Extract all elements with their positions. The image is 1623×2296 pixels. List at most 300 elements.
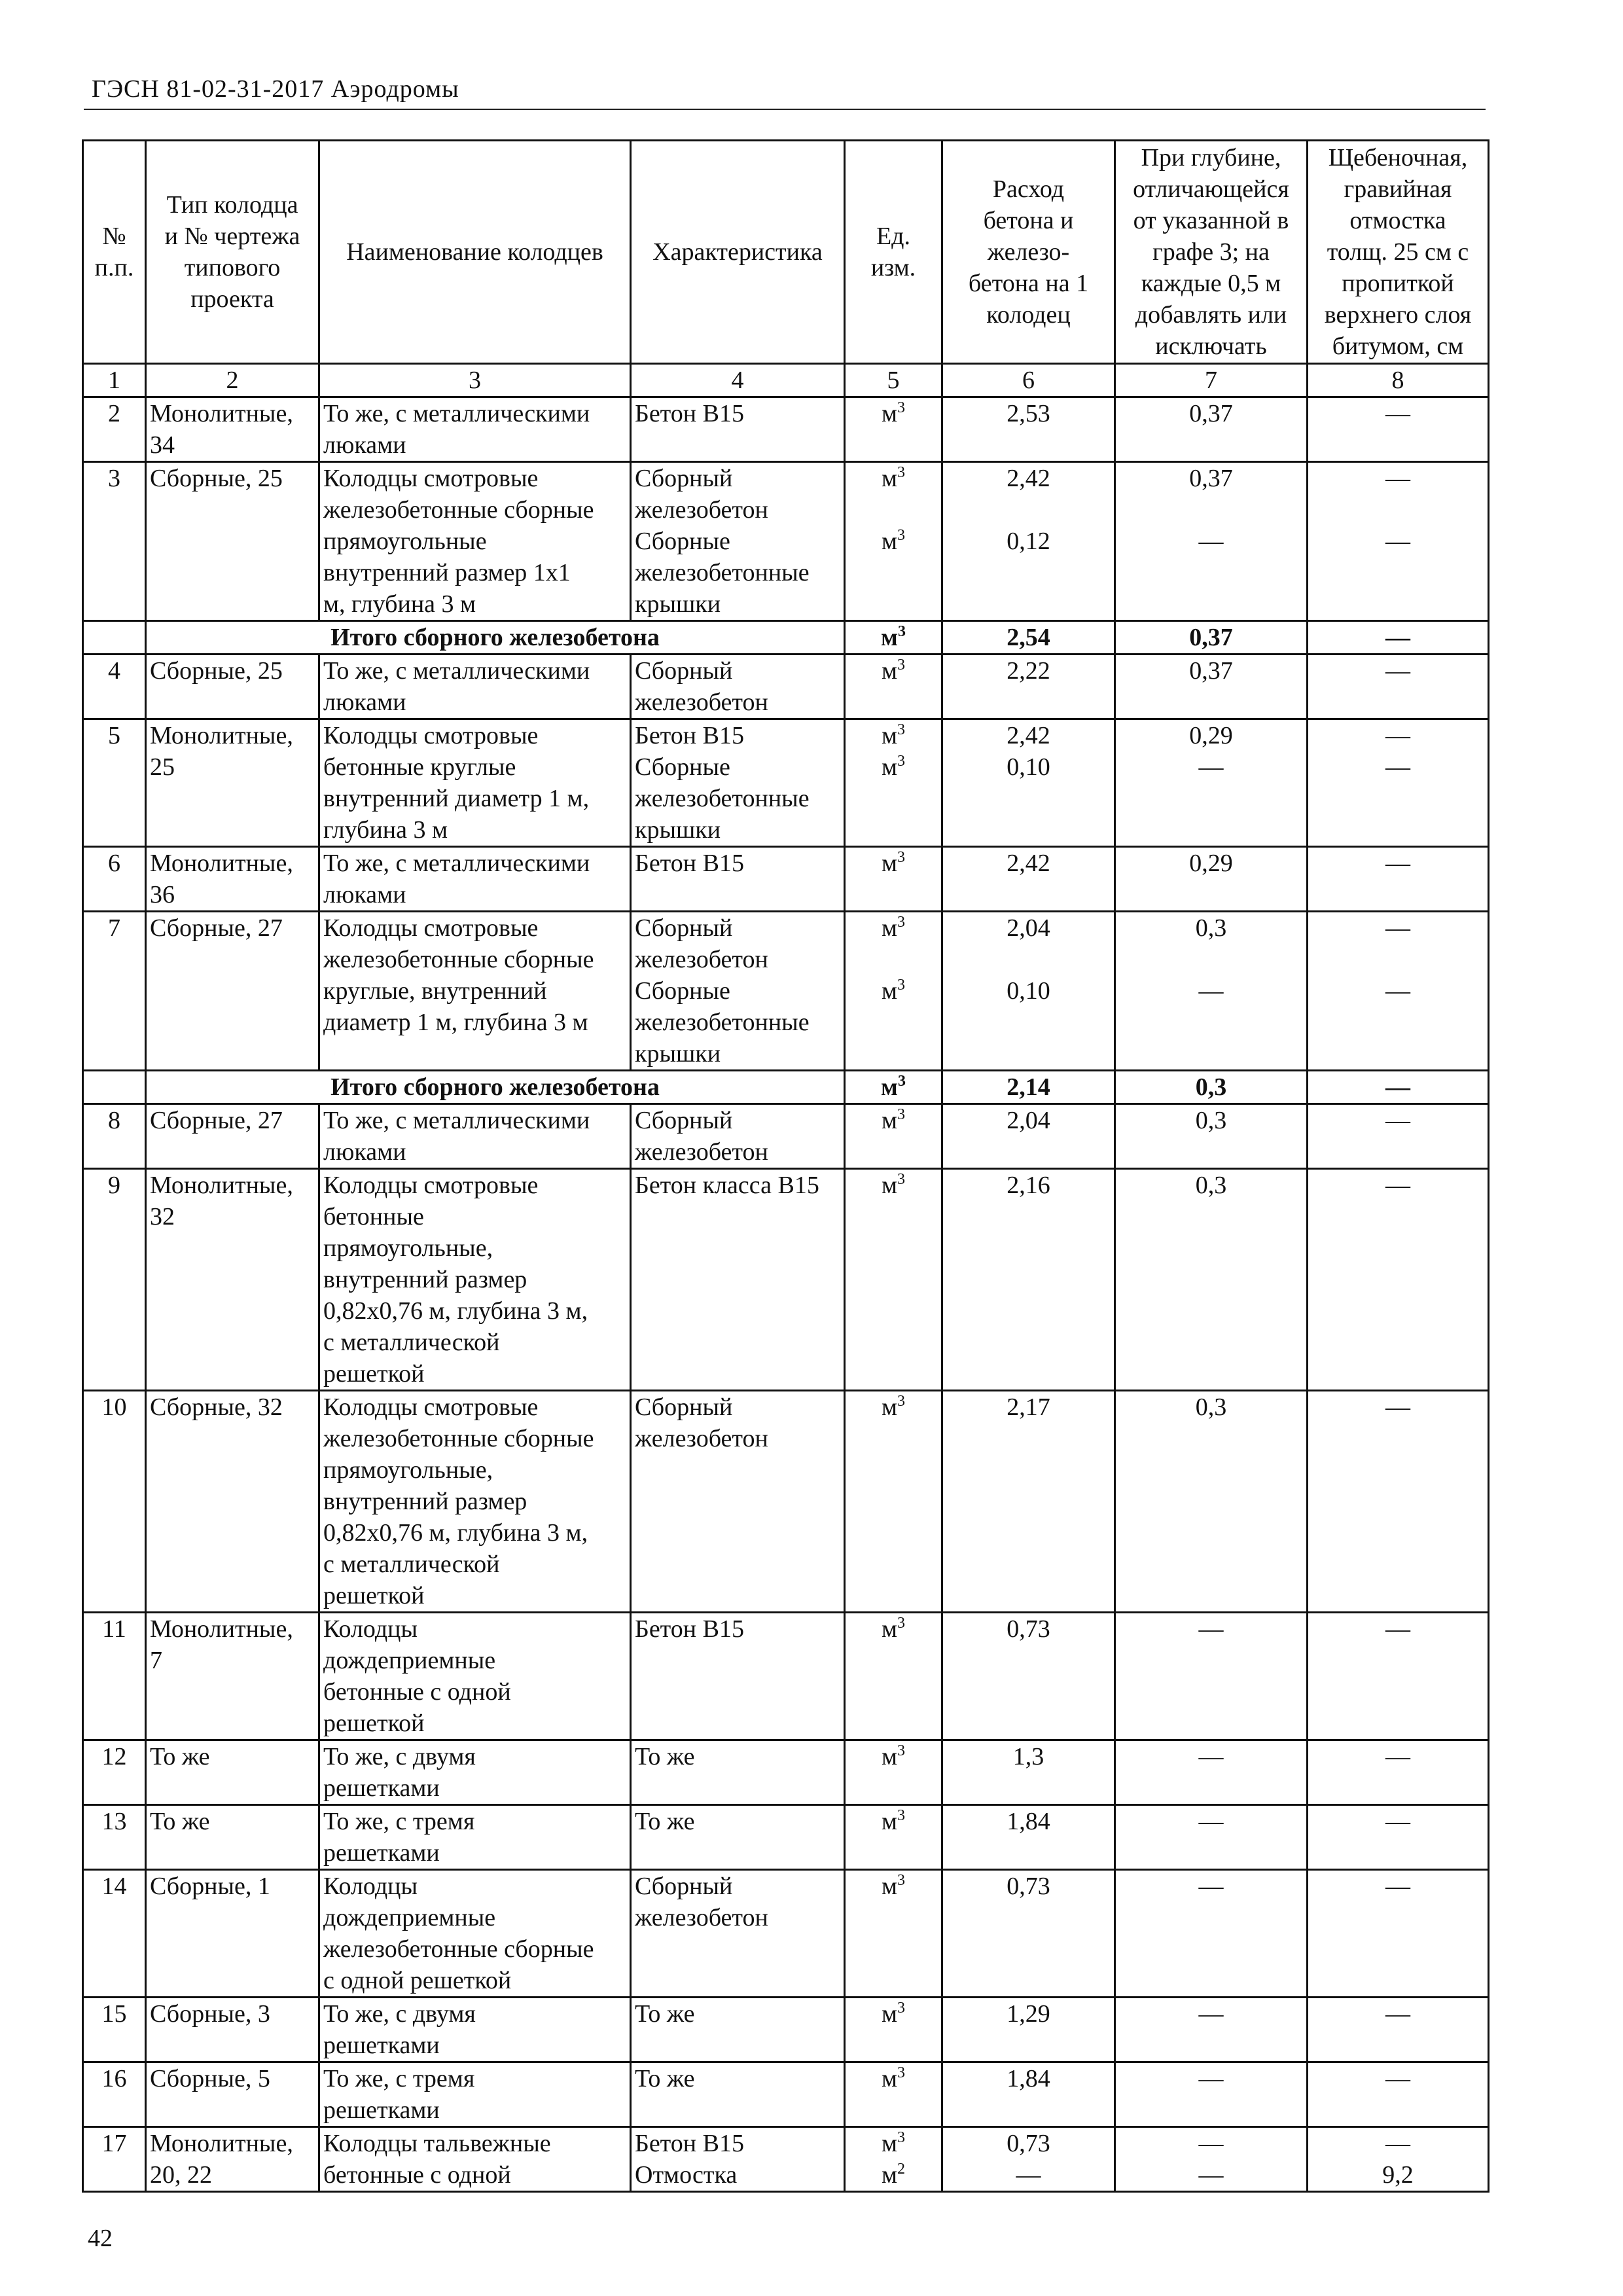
subtotal-row (83, 1071, 1489, 1104)
row-number: 12 (101, 1743, 127, 1770)
unit-cell (845, 462, 942, 621)
name-text: То же, с двумя решетками (323, 1743, 476, 1802)
table-row (83, 1169, 1489, 1391)
name-text: Колодцы смотровые бетонные прямоугольные, внутренний размер 0,82х0,76 м, глубина 3 м, с металлической решеткой (323, 1172, 588, 1388)
name-text: То же, с металлическими люками (323, 400, 590, 459)
value-cell (1115, 1998, 1308, 2062)
value-text: 0,3 (1195, 1393, 1227, 1421)
value-text: — (1385, 465, 1410, 492)
type-text: Сборные, 25 (150, 657, 283, 685)
characteristic-cell (631, 1104, 845, 1169)
name-cell (319, 719, 631, 847)
value-text: 0,29 (1189, 850, 1233, 877)
value-text: 0,29 (1189, 722, 1233, 749)
value-cell (1308, 1071, 1489, 1104)
row-number-cell (83, 2127, 146, 2192)
value-text: — (1385, 753, 1410, 781)
value-text: 0,12 (1007, 528, 1050, 555)
value-text: 1,3 (1012, 1743, 1044, 1770)
column-header: Щебеночная, гравийная отмостка толщ. 25 см с пропиткой верхнего слоя битумом, см (1308, 141, 1489, 364)
type-text: То же (150, 1808, 210, 1835)
name-text: Колодцы дождеприемные бетонные с одной решеткой (323, 1615, 511, 1737)
column-number: 4 (631, 364, 845, 397)
value-cell (1308, 1740, 1489, 1805)
value-text: — (1198, 1808, 1224, 1835)
unit-exponent: 3 (897, 623, 906, 640)
characteristic-cell (631, 1998, 845, 2062)
row-number-cell (83, 2062, 146, 2127)
unit-exponent: 3 (897, 656, 906, 673)
name-cell (319, 1998, 631, 2062)
value-text: — (1385, 1393, 1410, 1421)
name-cell (319, 1805, 631, 1870)
unit-text: м (881, 2161, 898, 2189)
column-number: 5 (845, 364, 942, 397)
column-header: Тип колодца и № чертежа типового проекта (146, 141, 319, 364)
unit-exponent: 3 (897, 1073, 906, 1090)
row-number-cell (83, 397, 146, 462)
row-number-cell (83, 1169, 146, 1391)
column-number-row (83, 364, 1489, 397)
value-text: — (1385, 2130, 1410, 2157)
value-text: — (1385, 1615, 1410, 1643)
type-cell (146, 1613, 319, 1740)
row-number-cell (83, 1740, 146, 1805)
value-text: — (1198, 2000, 1224, 2028)
value-text: 9,2 (1382, 2161, 1414, 2189)
unit-exponent: 3 (897, 1171, 906, 1188)
name-text: Колодцы смотровые железобетонные сборные прямоугольные, внутренний размер 0,82х0,76 м, глубина 3 м, с металлической решеткой (323, 1393, 594, 1609)
column-header: Ед. изм. (845, 141, 942, 364)
characteristic-text: То же (635, 1808, 695, 1835)
type-cell (146, 2062, 319, 2127)
subtotal-row (83, 621, 1489, 655)
characteristic-cell (631, 912, 845, 1071)
type-cell (146, 1998, 319, 2062)
row-number: 2 (108, 400, 120, 427)
characteristic-text: Сборный железобетон (635, 1873, 768, 1931)
value-cell (1115, 655, 1308, 719)
type-cell (146, 655, 319, 719)
value-cell (1115, 2127, 1308, 2192)
value-text: — (1198, 1615, 1224, 1643)
column-header: Характеристика (631, 141, 845, 364)
value-text: — (1385, 624, 1410, 651)
unit-text: м (881, 1172, 898, 1199)
type-text: Монолитные, 25 (150, 722, 293, 781)
unit-cell (845, 397, 942, 462)
type-text: То же (150, 1743, 210, 1770)
unit-text: м (881, 528, 898, 555)
table-row (83, 912, 1489, 1071)
value-text: 0,3 (1195, 1172, 1227, 1199)
table-row (83, 1870, 1489, 1998)
row-number: 17 (101, 2130, 127, 2157)
value-cell (1308, 621, 1489, 655)
characteristic-cell (631, 719, 845, 847)
value-cell (942, 1870, 1115, 1998)
unit-cell (845, 2127, 942, 2192)
row-number-cell (83, 1805, 146, 1870)
characteristic-cell (631, 1740, 845, 1805)
characteristic-cell (631, 1169, 845, 1391)
header-rule (84, 109, 1486, 110)
value-cell (1308, 1104, 1489, 1169)
unit-text: м (881, 722, 898, 749)
name-text: То же, с тремя решетками (323, 1808, 475, 1867)
value-cell (1308, 397, 1489, 462)
row-number: 16 (101, 2065, 127, 2092)
value-cell (942, 1104, 1115, 1169)
characteristic-cell (631, 397, 845, 462)
type-cell (146, 1740, 319, 1805)
table-body (83, 397, 1489, 2192)
table-row (83, 655, 1489, 719)
characteristic-text: То же (635, 1743, 695, 1770)
value-cell (1308, 462, 1489, 621)
value-text: 2,17 (1007, 1393, 1050, 1421)
value-cell (1115, 1870, 1308, 1998)
type-cell (146, 1805, 319, 1870)
characteristic-cell (631, 1870, 845, 1998)
characteristic-text: Бетон класса В15 (635, 1172, 819, 1199)
characteristic-text: То же (635, 2065, 695, 2092)
name-cell (319, 462, 631, 621)
type-cell (146, 397, 319, 462)
value-cell (1115, 1391, 1308, 1613)
row-number-cell (83, 1613, 146, 1740)
row-number: 7 (108, 914, 120, 942)
value-text: — (1385, 722, 1410, 749)
row-number-cell (83, 462, 146, 621)
value-cell (942, 1391, 1115, 1613)
value-text: 2,22 (1007, 657, 1050, 685)
value-text: — (1385, 1073, 1410, 1101)
value-cell (1115, 462, 1308, 621)
column-header: № п.п. (83, 141, 146, 364)
column-header: При глубине, отличающейся от указанной в графе 3; на каждые 0,5 м добавлять или исключать (1115, 141, 1308, 364)
value-text: 0,73 (1007, 1873, 1050, 1900)
table-row (83, 1104, 1489, 1169)
subtotal-label (146, 621, 845, 655)
row-number-cell (83, 912, 146, 1071)
value-text: — (1198, 753, 1224, 781)
name-cell (319, 2127, 631, 2192)
value-cell (1115, 1169, 1308, 1391)
unit-exponent: 3 (897, 849, 906, 866)
page-number: 42 (88, 2225, 113, 2252)
value-cell (1115, 912, 1308, 1071)
column-number: 1 (83, 364, 146, 397)
characteristic-cell (631, 847, 845, 912)
value-cell (1115, 1071, 1308, 1104)
type-cell (146, 847, 319, 912)
value-cell (1308, 1391, 1489, 1613)
unit-text: м (881, 914, 898, 942)
value-text: — (1385, 1873, 1410, 1900)
table-row (83, 847, 1489, 912)
characteristic-text: Бетон В15 (635, 1615, 744, 1643)
row-number-cell (83, 1104, 146, 1169)
row-number: 6 (108, 850, 120, 877)
name-cell (319, 397, 631, 462)
type-text: Сборные, 32 (150, 1393, 283, 1421)
value-text: — (1198, 528, 1224, 555)
value-text: 2,16 (1007, 1172, 1050, 1199)
value-text: 0,37 (1189, 465, 1233, 492)
value-text: — (1198, 977, 1224, 1005)
value-cell (942, 719, 1115, 847)
unit-text: м (881, 1393, 898, 1421)
unit-cell (845, 1998, 942, 2062)
name-cell (319, 912, 631, 1071)
type-cell (146, 2127, 319, 2192)
characteristic-cell (631, 1805, 845, 1870)
characteristic-text: Сборный железобетон (635, 657, 768, 716)
unit-text: м (881, 1743, 898, 1770)
row-number: 10 (101, 1393, 127, 1421)
value-text: 2,53 (1007, 400, 1050, 427)
row-number: 9 (108, 1172, 120, 1199)
characteristic-text: Бетон В15 (635, 400, 744, 427)
type-text: Сборные, 27 (150, 1107, 283, 1134)
name-cell (319, 2062, 631, 2127)
value-cell (942, 1169, 1115, 1391)
column-number: 2 (146, 364, 319, 397)
name-cell (319, 1613, 631, 1740)
unit-cell (845, 1169, 942, 1391)
value-text: 0,37 (1189, 400, 1233, 427)
type-text: Монолитные, 20, 22 (150, 2130, 293, 2189)
unit-text: м (881, 1615, 898, 1643)
table-row (83, 1613, 1489, 1740)
unit-exponent: 3 (897, 2129, 906, 2146)
type-text: Монолитные, 32 (150, 1172, 293, 1230)
characteristic-text: Сборный железобетон (635, 1393, 768, 1452)
value-cell (1115, 621, 1308, 655)
value-cell (1308, 2127, 1489, 2192)
row-number-cell (83, 847, 146, 912)
value-text: — (1385, 914, 1410, 942)
table-row (83, 462, 1489, 621)
type-cell (146, 1391, 319, 1613)
value-text: — (1198, 2065, 1224, 2092)
value-text: 0,73 (1007, 1615, 1050, 1643)
value-text: 2,04 (1007, 1107, 1050, 1134)
value-text: — (1198, 2130, 1224, 2157)
name-text: Колодцы смотровые бетонные круглые внутренний диаметр 1 м, глубина 3 м (323, 722, 590, 844)
value-text: 2,14 (1007, 1073, 1050, 1101)
row-number: 3 (108, 465, 120, 492)
unit-text: м (881, 657, 898, 685)
value-cell (942, 655, 1115, 719)
empty-cell (83, 1071, 146, 1104)
value-cell (942, 912, 1115, 1071)
unit-cell (845, 1613, 942, 1740)
unit-cell (845, 1104, 942, 1169)
value-cell (1115, 1613, 1308, 1740)
value-text: 0,3 (1195, 1107, 1227, 1134)
table-row (83, 1805, 1489, 1870)
value-text: 0,10 (1007, 977, 1050, 1005)
type-text: Монолитные, 34 (150, 400, 293, 459)
row-number: 5 (108, 722, 120, 749)
unit-text: м (881, 753, 898, 781)
characteristic-text: Сборный железобетон (635, 1107, 768, 1166)
value-text: 1,84 (1007, 2065, 1050, 2092)
value-cell (942, 1805, 1115, 1870)
column-number: 6 (942, 364, 1115, 397)
type-text: Сборные, 5 (150, 2065, 270, 2092)
value-text: — (1385, 528, 1410, 555)
unit-cell (845, 719, 942, 847)
value-text: 2,54 (1007, 624, 1050, 651)
type-text: Монолитные, 36 (150, 850, 293, 908)
unit-exponent: 3 (897, 977, 906, 994)
value-text: 1,84 (1007, 1808, 1050, 1835)
value-cell (942, 847, 1115, 912)
value-cell (1308, 2062, 1489, 2127)
unit-text: м (881, 850, 898, 877)
name-text: То же, с металлическими люками (323, 850, 590, 908)
name-text: То же, с двумя решетками (323, 2000, 476, 2059)
unit-exponent: 3 (897, 753, 906, 770)
row-number-cell (83, 655, 146, 719)
row-number: 4 (108, 657, 120, 685)
type-text: Сборные, 27 (150, 914, 283, 942)
value-text: — (1385, 1808, 1410, 1835)
unit-cell (845, 912, 942, 1071)
value-cell (1308, 1169, 1489, 1391)
name-text: Колодцы тальвежные бетонные с одной (323, 2130, 551, 2189)
value-text: 2,04 (1007, 914, 1050, 942)
unit-exponent: 3 (897, 464, 906, 481)
name-cell (319, 655, 631, 719)
type-cell (146, 1870, 319, 1998)
type-cell (146, 1104, 319, 1169)
value-cell (942, 621, 1115, 655)
unit-exponent: 3 (897, 1615, 906, 1632)
characteristic-cell (631, 1613, 845, 1740)
value-text: 2,42 (1007, 465, 1050, 492)
unit-exponent: 3 (897, 1106, 906, 1123)
characteristic-text: Бетон В15 (635, 850, 744, 877)
unit-exponent: 3 (897, 527, 906, 544)
row-number-cell (83, 1870, 146, 1998)
norms-table (82, 139, 1489, 2193)
unit-text: м (881, 1808, 898, 1835)
row-number: 11 (102, 1615, 126, 1643)
value-cell (942, 1998, 1115, 2062)
value-text: 0,3 (1195, 914, 1227, 942)
table-row (83, 1740, 1489, 1805)
row-number-cell (83, 1391, 146, 1613)
unit-cell (845, 1740, 942, 1805)
value-text: 0,73 (1007, 2130, 1050, 2157)
unit-cell (845, 621, 942, 655)
subtotal-label-text: Итого сборного железобетона (330, 624, 660, 651)
unit-cell (845, 847, 942, 912)
value-text: — (1385, 400, 1410, 427)
value-cell (1308, 1805, 1489, 1870)
type-cell (146, 462, 319, 621)
name-cell (319, 1104, 631, 1169)
value-cell (1308, 1870, 1489, 1998)
value-text: 1,29 (1007, 2000, 1050, 2028)
value-text: 0,3 (1195, 1073, 1227, 1101)
table-row (83, 397, 1489, 462)
unit-exponent: 3 (897, 1872, 906, 1889)
table-header-row (83, 141, 1489, 364)
unit-exponent: 3 (897, 914, 906, 931)
value-cell (1115, 2062, 1308, 2127)
empty-cell (83, 621, 146, 655)
value-cell (1308, 655, 1489, 719)
table-row (83, 2127, 1489, 2192)
characteristic-text: Сборный железобетон Сборные железобетонные крышки (635, 914, 810, 1067)
unit-cell (845, 2062, 942, 2127)
value-text: — (1385, 1743, 1410, 1770)
name-cell (319, 1169, 631, 1391)
value-cell (1308, 1998, 1489, 2062)
unit-cell (845, 1071, 942, 1104)
value-cell (1115, 1104, 1308, 1169)
value-text: 2,42 (1007, 850, 1050, 877)
unit-exponent: 3 (897, 1742, 906, 1759)
characteristic-cell (631, 462, 845, 621)
name-text: Колодцы смотровые железобетонные сборные круглые, внутренний диаметр 1 м, глубина 3 м (323, 914, 594, 1036)
name-cell (319, 1391, 631, 1613)
characteristic-cell (631, 2127, 845, 2192)
column-header: Наименование колодцев (319, 141, 631, 364)
value-text: 0,10 (1007, 753, 1050, 781)
column-number: 3 (319, 364, 631, 397)
value-text: — (1198, 1873, 1224, 1900)
value-cell (942, 1071, 1115, 1104)
value-cell (1115, 847, 1308, 912)
row-number: 8 (108, 1107, 120, 1134)
unit-text: м (881, 1073, 898, 1101)
table-row (83, 719, 1489, 847)
name-text: Колодцы смотровые железобетонные сборные прямоугольные внутренний размер 1х1 м, глубина 3 м (323, 465, 594, 618)
unit-cell (845, 1805, 942, 1870)
characteristic-text: Бетон В15 Отмостка (635, 2130, 744, 2189)
row-number: 14 (101, 1873, 127, 1900)
unit-text: м (881, 2000, 898, 2028)
value-cell (1115, 719, 1308, 847)
unit-text: м (881, 977, 898, 1005)
characteristic-cell (631, 655, 845, 719)
unit-exponent: 3 (897, 2064, 906, 2081)
value-cell (942, 2062, 1115, 2127)
unit-text: м (881, 1107, 898, 1134)
value-text: 0,37 (1189, 657, 1233, 685)
characteristic-text: Сборный железобетон Сборные железобетонные крышки (635, 465, 810, 618)
row-number-cell (83, 719, 146, 847)
name-text: То же, с металлическими люками (323, 657, 590, 716)
unit-exponent: 3 (897, 721, 906, 738)
value-cell (1115, 1805, 1308, 1870)
name-cell (319, 1740, 631, 1805)
table-row (83, 1391, 1489, 1613)
value-text: — (1385, 977, 1410, 1005)
value-cell (942, 2127, 1115, 2192)
unit-text: м (881, 2130, 898, 2157)
value-cell (1308, 719, 1489, 847)
row-number: 13 (101, 1808, 127, 1835)
name-cell (319, 847, 631, 912)
characteristic-cell (631, 2062, 845, 2127)
